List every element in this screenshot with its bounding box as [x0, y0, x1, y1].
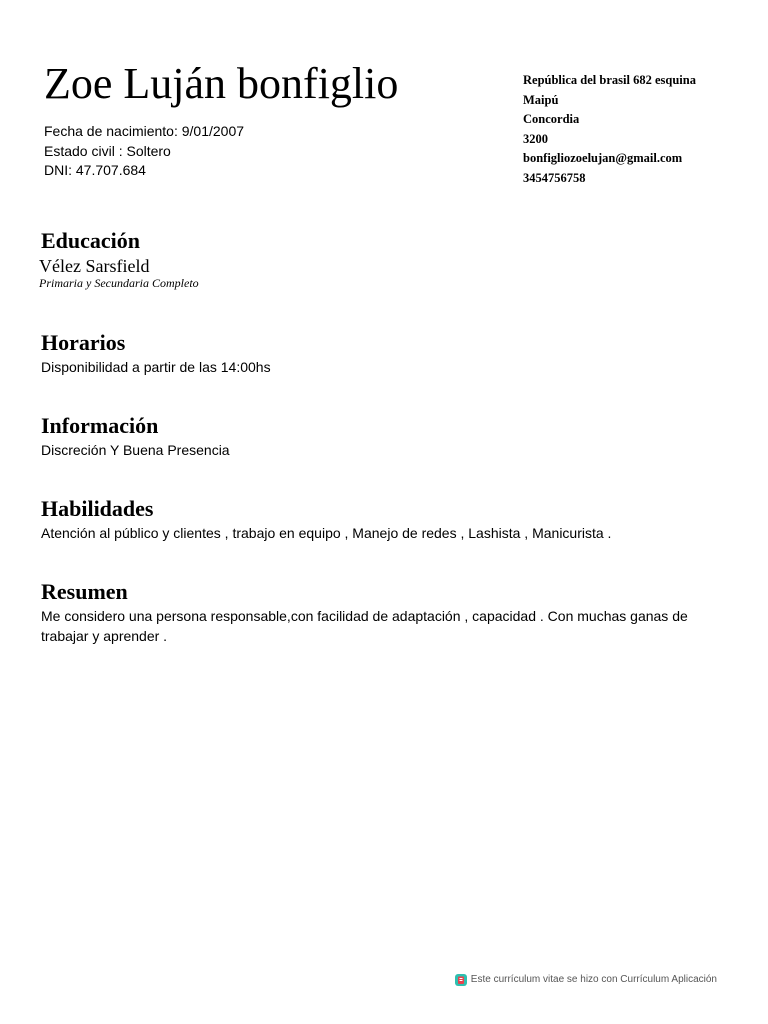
dni: DNI: 47.707.684	[44, 162, 146, 178]
personal-info	[44, 122, 244, 181]
birth-date: Fecha de nacimiento: 9/01/2007	[44, 123, 245, 139]
civil-status: Estado civil : Soltero	[44, 142, 171, 159]
skills-title: Habilidades	[41, 496, 154, 521]
phone: 3454756758	[523, 170, 586, 185]
information-title: Información	[41, 413, 159, 438]
footer-text: Este currículum vitae se hizo con Currículum Aplicación	[470, 974, 717, 985]
education-section	[41, 228, 731, 290]
app-logo-icon	[455, 974, 467, 986]
education-title: Educación	[41, 228, 141, 253]
information-text: Discreción Y Buena Presencia	[41, 442, 230, 458]
schedule-section	[41, 330, 731, 377]
schedule-text: Disponibilidad a partir de las 14:00hs	[41, 359, 271, 375]
contact-info	[523, 71, 696, 188]
address-line: República del brasil 682 esquina	[523, 73, 696, 87]
school-name: Vélez Sarsfield	[39, 256, 150, 276]
summary-section	[41, 579, 731, 646]
summary-text: Me considero una persona responsable,con facilidad de adaptación , capacidad . Con muchas ganas de trabajar y aprender .	[41, 608, 688, 644]
footer-credit	[455, 973, 717, 987]
schedule-title: Horarios	[41, 330, 126, 355]
email: bonfigliozoelujan@gmail.com	[523, 151, 683, 165]
city: Concordia	[523, 112, 580, 126]
information-section	[41, 413, 731, 460]
skills-section	[41, 496, 731, 543]
summary-title: Resumen	[41, 579, 128, 604]
applicant-name: Zoe Luján bonfiglio	[44, 59, 399, 108]
address-line-2: Maipú	[523, 92, 559, 107]
school-detail: Primaria y Secundaria Completo	[39, 276, 199, 290]
postal-code: 3200	[523, 131, 548, 146]
skills-text: Atención al público y clientes , trabajo en equipo , Manejo de redes , Lashista , Manicurista .	[41, 525, 612, 541]
